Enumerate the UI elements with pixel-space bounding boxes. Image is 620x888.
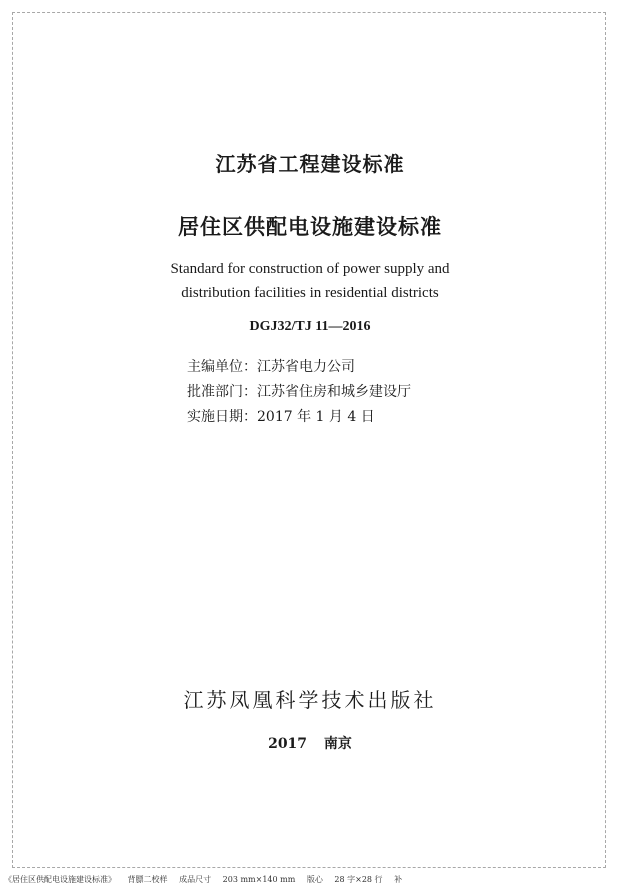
- publication-info: [0, 733, 620, 753]
- english-title-line-2: distribution facilities in residential districts: [181, 285, 439, 301]
- publish-year: 2017: [268, 736, 308, 752]
- series-title: 江苏省工程建设标准: [215, 152, 405, 176]
- date-row: [187, 405, 411, 430]
- editor-label: 主编单位：: [187, 359, 257, 375]
- approver-label: 批准部门：: [187, 384, 257, 400]
- publisher: 江苏凤凰科学技术出版社: [183, 688, 437, 712]
- footer-mark: 补: [394, 875, 403, 884]
- approver-value: 江苏省住房和城乡建设厅: [257, 384, 411, 400]
- english-title-line-1: Standard for construction of power supply and: [170, 261, 450, 277]
- standard-code: DGJ32/TJ 11—2016: [249, 319, 371, 334]
- date-label: 实施日期：: [187, 409, 257, 425]
- main-title: 居住区供配电设施建设标准: [178, 215, 442, 239]
- approver-row: [187, 380, 411, 405]
- editor-row: [187, 355, 411, 380]
- meta-block: [187, 355, 411, 430]
- footer-core-label: 版心: [306, 875, 323, 884]
- editor-value: 江苏省电力公司: [257, 359, 355, 375]
- footer-book: 《居住区供配电设施建设标准》: [4, 875, 116, 884]
- english-title: [0, 257, 620, 305]
- print-footer: [4, 874, 411, 885]
- footer-size-label: 成品尺寸: [179, 875, 212, 884]
- footer-core-value: 28 字×28 行: [334, 875, 383, 884]
- publish-city: 南京: [323, 736, 352, 752]
- footer-proof: 背膘二校样: [127, 875, 168, 884]
- date-value: 2017 年 1 月 4 日: [257, 409, 375, 425]
- footer-size-value: 203 mm×140 mm: [222, 875, 296, 884]
